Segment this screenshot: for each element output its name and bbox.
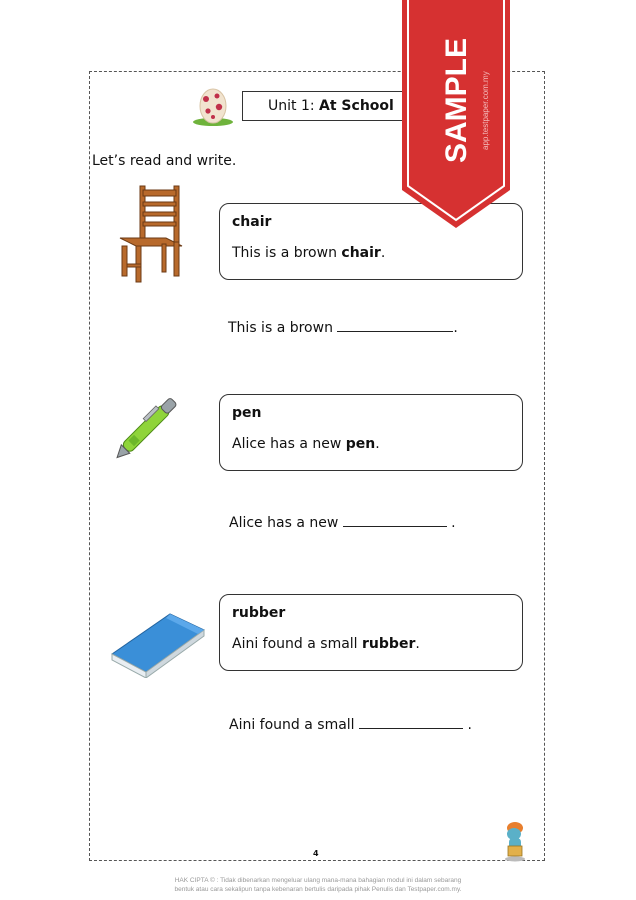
card-word: pen [232,405,262,421]
fill-in-sentence-3: Aini found a small . [229,717,472,733]
card-word: rubber [232,605,286,621]
page-number: 4 [313,849,319,858]
answer-blank-2[interactable] [343,514,447,527]
watermark-text: SAMPLE [440,37,473,163]
dino-mascot-icon [500,818,530,862]
answer-blank-1[interactable] [337,319,453,332]
answer-blank-3[interactable] [359,716,463,729]
watermark-subtext: app.testpaper.com.my [481,71,490,150]
card-sentence: Aini found a small rubber. [232,636,420,652]
instruction-text: Let’s read and write. [92,153,237,169]
unit-title-box [242,91,418,121]
card-sentence: This is a brown chair. [232,245,386,261]
word-card-rubber [219,594,523,671]
card-sentence: Alice has a new pen. [232,436,380,452]
unit-title: At School [319,98,394,114]
egg-icon [191,87,235,127]
fill-in-sentence-1: This is a brown . [228,320,458,336]
fill-in-sentence-2: Alice has a new . [229,515,456,531]
card-word: chair [232,214,272,230]
chair-picture [116,184,188,284]
word-card-pen [219,394,523,471]
rubber-picture [110,596,206,678]
pen-picture [110,384,192,466]
sample-ribbon [402,0,510,234]
copyright-notice: HAK CIPTA © : Tidak dibenarkan mengeluar ulang mana-mana bahagian modul ini dalam sebarang bentuk atau cara sekalipun tanpa kebenaran bertulis daripada pihak Penulis dan Testpaper.com.my. [174,877,462,893]
unit-label: Unit 1: [268,98,315,114]
